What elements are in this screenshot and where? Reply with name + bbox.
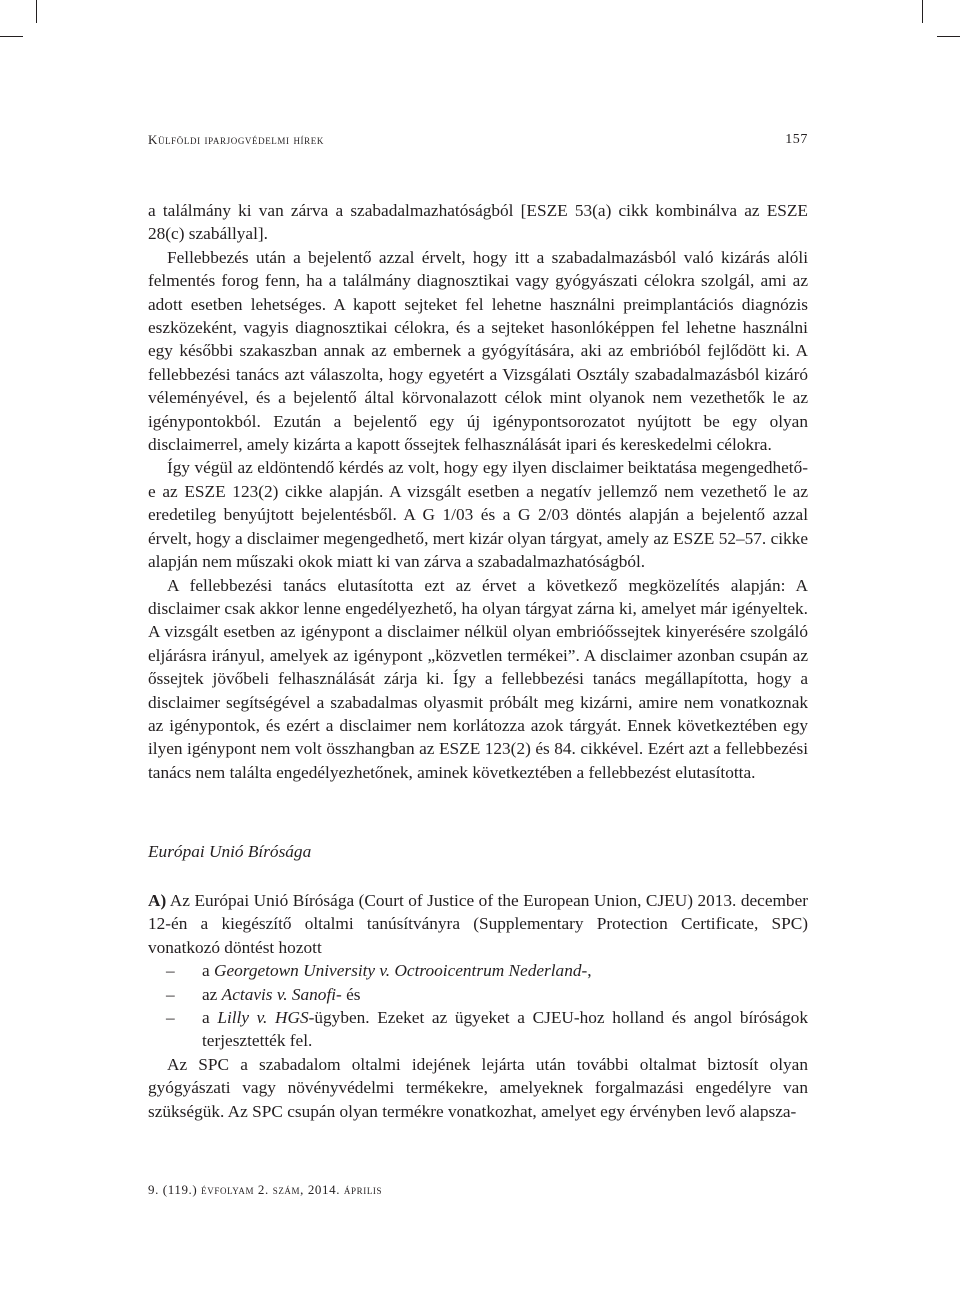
footer-issue: 9. (119.) évfolyam 2. szám, 2014. április xyxy=(148,1182,383,1197)
running-head xyxy=(148,132,808,148)
paragraph-2: Fellebbezés után a bejelentő azzal érvelt, hogy itt a szabadalmazásból való kizárás alóli felmentés forog fenn, ha a találmány diagnosztikai vagy gyógyászati célokra szolgál, ami az adott esetben lehetséges. A kapott sejteket fel lehetne használni preimplantációs diagnózis eszközeként, vagyis diagnosztikai célokra, és a sejteket hasonlóképpen fel lehetne használni egy későbbi szakaszban annak az embernek a gyógyítására, aki az embrióból fejlődött ki. A fellebbezési tanács azt válaszolta, hogy egyetért a Vizsgálati Osztály szabadalmazásból kizáró véleményével, és a bejelentő által körvonalazott célok mint olyanok nem vezethetők le az igénypontokból. Ezután a bejelentő egy új igénypontsorozatot nyújtott be egy olyan disclaimerrel, amely kizárta a kapott őssejtek felhasználását ipari és kereskedelmi célokra. xyxy=(148,247,808,455)
case-name: Lilly v. HGS- xyxy=(217,1008,315,1028)
case-prefix: az xyxy=(202,984,222,1004)
intro-paragraph xyxy=(148,889,808,959)
case-dash: – xyxy=(166,1008,175,1028)
intro-label: A) xyxy=(148,891,167,910)
case-item-3 xyxy=(148,1006,808,1053)
section-body xyxy=(148,889,808,1123)
case-suffix: és xyxy=(341,984,361,1004)
case-dash: – xyxy=(166,984,175,1004)
case-prefix: a xyxy=(202,1008,218,1028)
intro-text: Az Európai Unió Bírósága (Court of Justice of the European Union, CJEU) 2013. december 12-én a kiegészítő oltalmi tanúsítványra (Supplementary Protection Certificate, SPC) vonatkozó döntést hozott xyxy=(148,891,808,957)
section-heading: Európai Unió Bírósága xyxy=(148,842,312,861)
case-suffix: ügyben. Ezeket az ügyeket a CJEU-hoz holland és angol bíróságok terjesztették fel. xyxy=(202,1008,808,1051)
running-title: Külföldi iparjogvédelmi hírek xyxy=(148,132,324,147)
body-text xyxy=(148,199,808,784)
crop-mark-top-right xyxy=(922,0,923,23)
case-prefix: a xyxy=(202,961,214,981)
page-number: 157 xyxy=(785,132,808,147)
case-suffix: , xyxy=(587,961,592,981)
case-item-2 xyxy=(148,983,808,1006)
crop-mark-top-right-h xyxy=(937,36,960,37)
crop-mark-top-left xyxy=(36,0,37,23)
case-item-1 xyxy=(148,959,808,982)
paragraph-1: a találmány ki van zárva a szabadalmazhatóságból [ESZE 53(a) cikk kombinálva az ESZE 28(c) szabállyal]. xyxy=(148,201,808,244)
paragraph-4: A fellebbezési tanács elutasította ezt az érvet a következő megközelítés alapján: A disclaimer csak akkor lenne engedélyezhető, ha olyan tárgyat zárna ki, amelyet már igényeltek. A vizsgált esetben az igénypont a disclaimer nélkül olyan embrióőssejtek kinyerésére szolgáló eljárásra irányul, amelyek az igénypont „közvetlen termékei”. A disclaimer azonban csupán az őssejtek jövőbeli felhasználását zárja ki. Így a fellebbezési tanács megállapította, hogy a disclaimer segítségével a szabadalmas olyasmit próbált meg kizárni, amire nem vonatkoznak az igénypontok, és ezért a disclaimer nem korlátozza azok tárgyát. Ennek következtében egy ilyen igénypont nem volt összhangban az ESZE 123(2) és 84. cikkével. Ezért azt a fellebbezési tanács nem találta engedélyezhetőnek, aminek következtében a fellebbezést elutasította. xyxy=(148,575,808,782)
case-dash: – xyxy=(166,961,175,981)
case-name: Georgetown University v. Octrooicentrum Nederland- xyxy=(214,961,588,981)
paragraph-3: Így végül az eldöntendő kérdés az volt, hogy egy ilyen disclaimer beiktatása megengedhető-e az ESZE 123(2) cikke alapján. A vizsgált esetben a negatív jellemző nem vezethető le az eredetileg benyújtott bejelentésből. A G 1/03 és a G 2/03 döntés alapján a bejelentő azzal érvelt, hogy a disclaimer megengedhető, mert kizár olyan tárgyat, amely az ESZE 52–57. cikke alapján nem műszaki okok miatt ki van zárva a szabadalmazhatóságból. xyxy=(148,458,808,572)
crop-mark-top-left-h xyxy=(0,36,23,37)
case-name: Actavis v. Sanofi- xyxy=(221,984,342,1004)
spc-paragraph: Az SPC a szabadalom oltalmi idejének lejárta után további oltalmat biztosít olyan gyógyászati vagy növényvédelmi termékekre, amelyeknek forgalmazási engedélyre van szükségük. Az SPC csupán olyan termékre vonatkozhat, amelyet egy érvényben levő alapsza- xyxy=(148,1054,808,1121)
